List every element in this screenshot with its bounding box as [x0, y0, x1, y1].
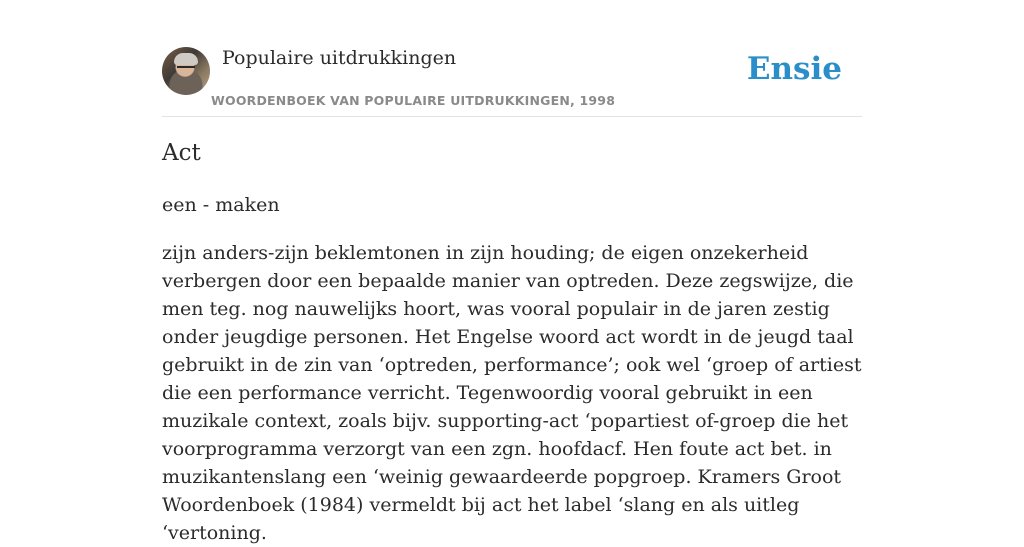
- source-title[interactable]: Populaire uitdrukkingen: [222, 47, 457, 69]
- headword: Act: [162, 140, 201, 166]
- entry-header: [162, 46, 862, 117]
- author-avatar[interactable]: [162, 47, 210, 95]
- phrase: een - maken: [162, 194, 280, 216]
- avatar-hair: [174, 53, 198, 65]
- ensie-logo[interactable]: Ensie: [746, 51, 842, 87]
- definition-text: zijn anders-zijn beklemtonen in zijn houding; de eigen onzekerheid verbergen door een bepaalde manier van optreden. Deze zegswijze, die men teg. nog nauwelijks hoort, was vooral populair in de jaren zestig onder jeugdige personen. Het Engelse woord act wordt in de jeugd taal gebruikt in de zin van ‘optreden, performance’; ook wel ‘groep of artiest die een performance verricht. Tegenwoordig vooral gebruikt in een muzikale context, zoals bijv. supporting-act ‘popartiest of-groep die het voorprogramma verzorgt van een zgn. hoofdacf. Hen foute act bet. in muzikantenslang een ‘weinig gewaardeerde popgroep. Kramers Groot Woordenboek (1984) vermeldt bij act het label ‘slang en als uitleg ‘vertoning.: [162, 242, 862, 544]
- avatar-glasses: [177, 66, 195, 72]
- book-subtitle: WOORDENBOEK VAN POPULAIRE UITDRUKKINGEN, 1998: [211, 93, 616, 108]
